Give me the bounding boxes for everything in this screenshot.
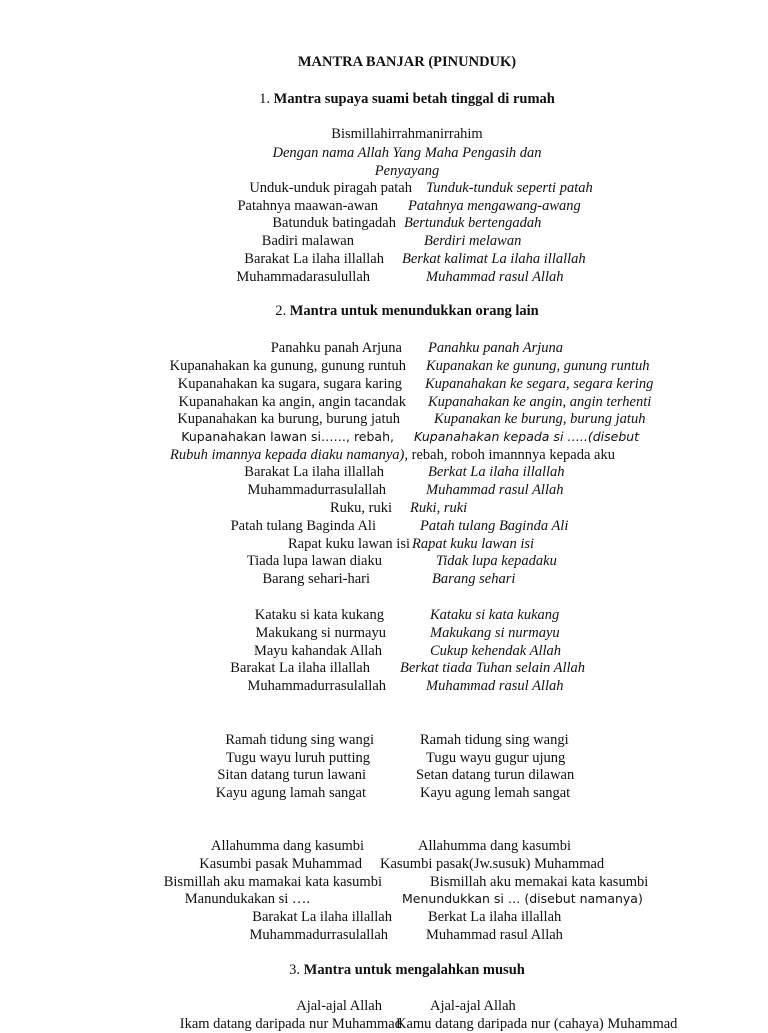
section-1-opening-translation-cont: Penyayang <box>374 163 440 179</box>
verse-line: Barakat La ilaha illallah Berkat kalimat La ilaha illallah <box>244 251 586 267</box>
document-title: MANTRA BANJAR (PINUNDUK) <box>297 54 517 70</box>
section-1-number: 1. <box>259 91 271 107</box>
section-2-title: Mantra untuk menundukkan orang lain <box>289 303 539 319</box>
verse-line: Kupanahakan ka burung, burung jatuh Kupanakan ke burung, burung jatuh <box>177 411 646 427</box>
verse-line: Kupanahakan ka gunung, gunung runtuh Kupanakan ke gunung, gunung runtuh <box>169 358 650 374</box>
section-1-opening: Bismillahirrahmanirrahim <box>331 126 483 142</box>
section-1-title: Mantra supaya suami betah tinggal di rumah <box>273 91 555 107</box>
verse-line: Muhammadarasulullah Muhammad rasul Allah <box>236 269 564 285</box>
section-2-number: 2. <box>275 303 287 319</box>
verse-line: Panahku panah Arjuna Panahku panah Arjuna <box>270 340 564 356</box>
verse-line: Kayu agung lamah sangat Kayu agung lemah sangat <box>215 785 571 801</box>
verse-line: Rapat kuku lawan isi Rapat kuku lawan isi <box>287 536 535 552</box>
verse-line: Ruku, ruki Ruki, ruki <box>329 500 468 516</box>
verse-line: Kupanahakan ka sugara, sugara karing Kupanahakan ke segara, segara kering <box>177 376 654 392</box>
verse-line: Allahumma dang kasumbi Allahumma dang kasumbi <box>210 838 572 854</box>
verse-line: Muhammadurrasulallah Muhammad rasul Allah <box>249 927 563 943</box>
section-2-heading <box>0 303 768 320</box>
verse-line: Makukang si nurmayu Makukang si nurmayu <box>255 625 560 641</box>
section-3-title: Mantra untuk mengalahkan musuh <box>303 962 525 978</box>
verse-line: Bismillah aku mamakai kata kasumbi Bismillah aku memakai kata kasumbi <box>163 874 649 890</box>
verse-line: Barakat La ilaha illallah Berkat La ilaha illallah <box>244 464 565 480</box>
verse-line: Kataku si kata kukang Kataku si kata kukang <box>254 607 560 623</box>
verse-line: Tiada lupa lawan diaku Tidak lupa kepadaku <box>246 553 557 569</box>
verse-line: Muhammadurrasulallah Muhammad rasul Allah <box>247 678 564 694</box>
verse-line: Ajal-ajal Allah Ajal-ajal Allah <box>296 998 516 1014</box>
verse-line: Kupanahakan ka angin, angin tacandak Kupanahakan ke angin, angin terhenti <box>178 394 652 410</box>
section-1-heading <box>0 91 768 108</box>
verse-line: Muhammadurrasulallah Muhammad rasul Allah <box>247 482 564 498</box>
section-3-number: 3. <box>289 962 301 978</box>
verse-line: Mayu kahandak Allah Cukup kehendak Allah <box>253 643 562 659</box>
verse-line: Tugu wayu luruh putting Tugu wayu gugur ujung <box>225 750 566 766</box>
verse-line: Sitan datang turun lawani Setan datang turun dilawan <box>217 767 575 783</box>
verse-line: Barang sehari-hari Barang sehari <box>262 571 516 587</box>
verse-line: Badiri malawan Berdiri melawan <box>261 233 522 249</box>
verse-line: Kupanahakan lawan si……, rebah, Kupanahakan kepada si …..(disebut <box>181 429 640 444</box>
verse-line: Unduk-unduk piragah patah Tunduk-tunduk seperti patah <box>249 180 593 196</box>
section-1-opening-translation: Dengan nama Allah Yang Maha Pengasih dan <box>272 145 542 161</box>
verse-line: Ikam datang daripada nur Muhammad Kamu datang daripada nur (cahaya) Muhammad <box>179 1016 678 1032</box>
verse-line: Rubuh imannya kepada diaku namanya), rebah, roboh imannnya kepada aku <box>170 447 615 463</box>
verse-line: Patah tulang Baginda Ali Patah tulang Baginda Ali <box>230 518 569 534</box>
section-3-heading <box>0 962 768 979</box>
verse-line: Kasumbi pasak Muhammad Kasumbi pasak(Jw.susuk) Muhammad <box>199 856 605 872</box>
verse-line: Manundukakan si …. Menundukkan si … (disebut namanya) <box>184 891 643 907</box>
verse-line: Barakat La ilaha illallah Berkat La ilaha illallah <box>252 909 562 925</box>
verse-line: Batunduk batingadah Bertunduk bertengadah <box>272 215 542 231</box>
verse-line: Patahnya maawan-awan Patahnya mengawang-awang <box>237 198 581 214</box>
verse-line: Barakat La ilaha illallah Berkat tiada Tuhan selain Allah <box>230 660 586 676</box>
verse-line: Ramah tidung sing wangi Ramah tidung sing wangi <box>225 732 569 748</box>
